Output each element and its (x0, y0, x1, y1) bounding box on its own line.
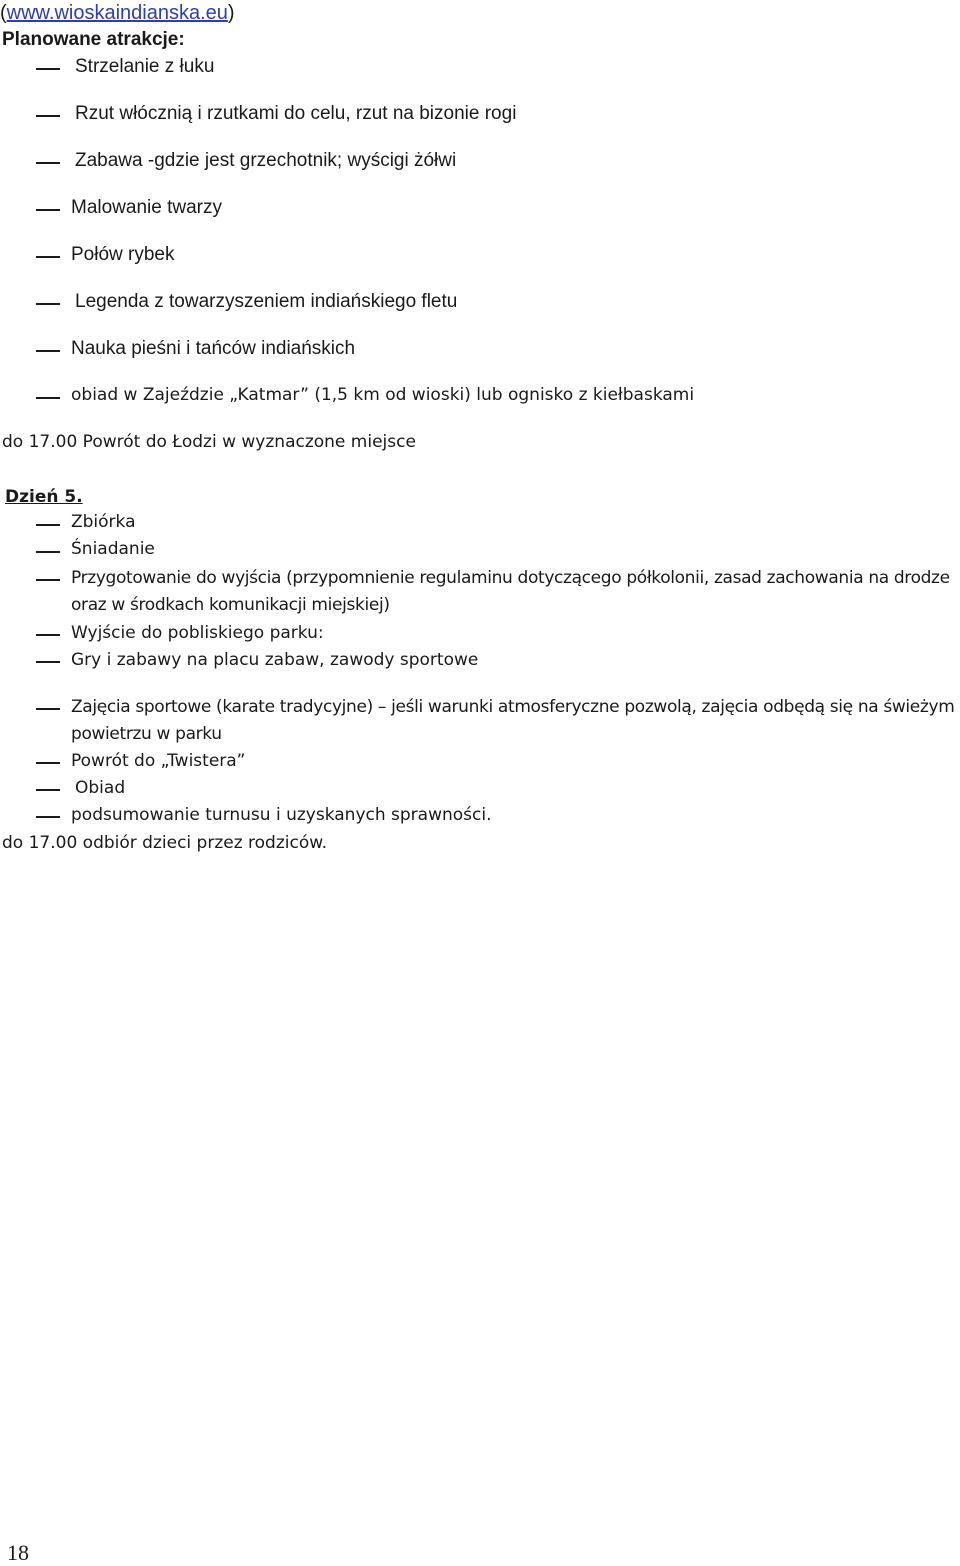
dash-marker (36, 68, 60, 70)
website-link-line (0, 2, 235, 25)
open-paren: ( (0, 2, 7, 24)
list-item: Przygotowanie do wyjścia (przypomnienie regulaminu dotyczącego półkolonii, zasad zachowania na drodze oraz w środkach komunikacji miejskiej) (71, 568, 950, 615)
dash-marker (36, 634, 60, 636)
closing-line: do 17.00 odbiór dzieci przez rodziców. (2, 833, 327, 853)
list-item: Zbiórka (71, 512, 136, 532)
list-item: Wyjście do pobliskiego parku: (71, 623, 324, 643)
close-paren: ) (227, 2, 235, 24)
dash-marker (36, 789, 60, 791)
dash-marker (36, 816, 60, 818)
list-item: Obiad (75, 778, 126, 798)
list-item: podsumowanie turnusu i uzyskanych sprawności. (71, 805, 492, 825)
dash-marker (36, 256, 60, 258)
dash-marker (36, 524, 60, 526)
dash-marker (36, 661, 60, 663)
attractions-heading: Planowane atrakcje: (2, 29, 185, 50)
list-item: Śniadanie (71, 539, 155, 559)
dash-marker (36, 762, 60, 764)
dash-marker (36, 162, 60, 164)
return-line: do 17.00 Powrót do Łodzi w wyznaczone miejsce (2, 432, 416, 452)
dash-marker (36, 708, 60, 710)
list-item: Rzut włócznią i rzutkami do celu, rzut na bizonie rogi (75, 103, 517, 124)
day5-title: Dzień 5. (5, 487, 83, 507)
list-item: Połów rybek (71, 244, 175, 265)
dash-marker (36, 209, 60, 211)
list-item: Nauka pieśni i tańców indiańskich (71, 338, 356, 359)
list-item: Zabawa -gdzie jest grzechotnik; wyścigi żółwi (75, 150, 457, 171)
dash-marker (36, 551, 60, 553)
dash-marker (36, 350, 60, 352)
list-item: obiad w Zajeździe „Katmar” (1,5 km od wioski) lub ognisko z kiełbaskami (71, 385, 695, 405)
list-item: Powrót do „Twistera” (71, 751, 246, 771)
dash-marker (36, 579, 60, 581)
website-link[interactable]: www.wioskaindianska.eu (6, 2, 228, 24)
list-item: Strzelanie z łuku (75, 56, 215, 77)
dash-marker (36, 115, 60, 117)
list-item: Legenda z towarzyszeniem indiańskiego fletu (75, 291, 458, 312)
list-item: Gry i zabawy na placu zabaw, zawody sportowe (71, 650, 479, 670)
page-number: 18 (7, 1540, 29, 1565)
dash-marker (36, 397, 60, 399)
list-item: Malowanie twarzy (71, 197, 222, 218)
dash-marker (36, 303, 60, 305)
list-item: Zajęcia sportowe (karate tradycyjne) – jeśli warunki atmosferyczne pozwolą, zajęcia odbędą się na świeżym powietrzu w parku (71, 697, 955, 744)
